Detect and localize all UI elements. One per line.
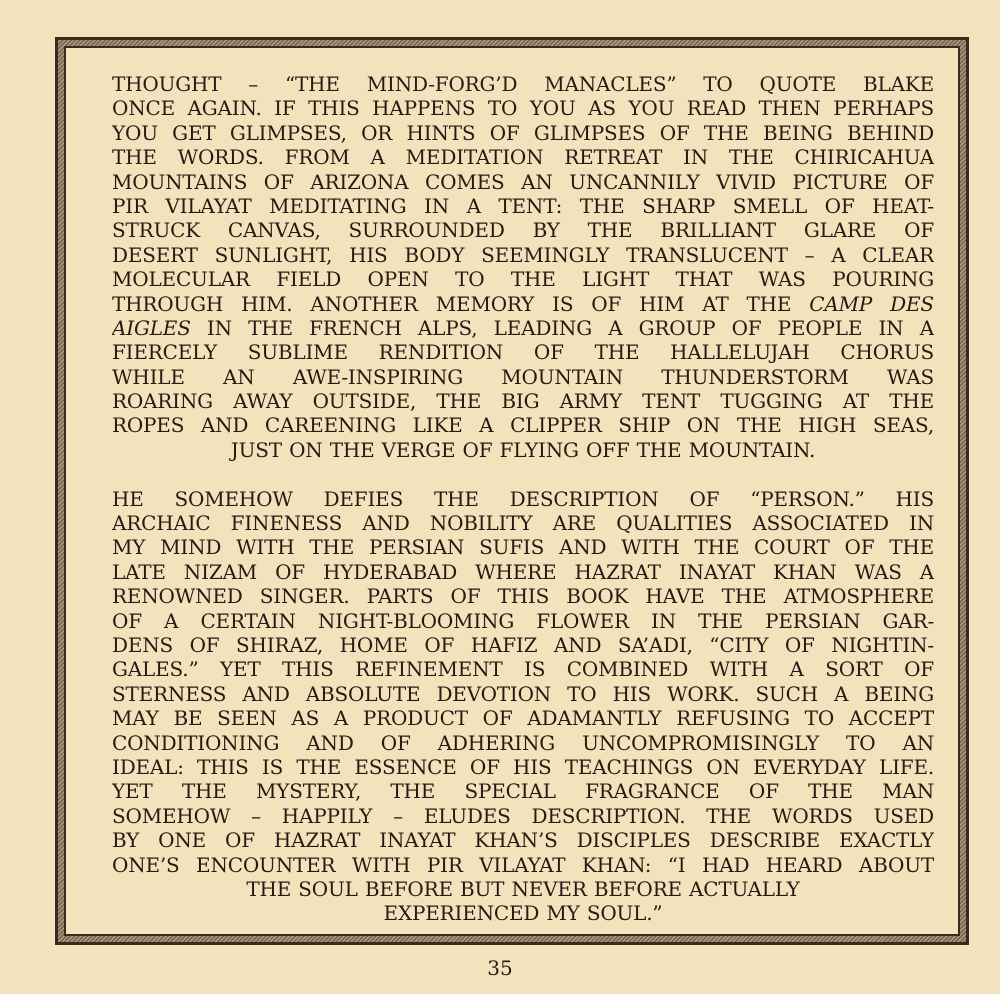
text-line: ARCHAIC FINENESS AND NOBILITY ARE QUALITIES ASSOCIATED IN [112, 511, 934, 536]
text-line: DESERT SUNLIGHT, HIS BODY SEEMINGLY TRANSLUCENT – A CLEAR [112, 242, 934, 267]
text-line: YOU GET GLIMPSES, OR HINTS OF GLIMPSES OF THE BEING BEHIND [112, 120, 934, 145]
text-line: YET THE MYSTERY, THE SPECIAL FRAGRANCE OF THE MAN [112, 779, 934, 804]
paragraph-spacer [112, 462, 934, 486]
text-line: ROPES AND CAREENING LIKE A CLIPPER SHIP ON THE HIGH SEAS, [112, 413, 934, 438]
text-line: MOLECULAR FIELD OPEN TO THE LIGHT THAT WAS POURING [112, 267, 934, 292]
page-number: 35 [487, 956, 513, 980]
text-line: THE WORDS. FROM A MEDITATION RETREAT IN THE CHIRICAHUA [112, 145, 934, 170]
text-line: ONCE AGAIN. IF THIS HAPPENS TO YOU AS YOU READ THEN PERHAPS [112, 96, 934, 121]
text-line: MAY BE SEEN AS A PRODUCT OF ADAMANTLY REFUSING TO ACCEPT [112, 706, 934, 731]
text-line-with-italic: THROUGH HIM. ANOTHER MEMORY IS OF HIM AT THE CAMP DES [112, 291, 934, 316]
text-line: OF A CERTAIN NIGHT-BLOOMING FLOWER IN THE PERSIAN GAR- [112, 608, 934, 633]
text-line: IDEAL: THIS IS THE ESSENCE OF HIS TEACHINGS ON EVERYDAY LIFE. [112, 754, 934, 779]
text-line: WHILE AN AWE-INSPIRING MOUNTAIN THUNDERSTORM WAS [112, 364, 934, 389]
text-line: STERNESS AND ABSOLUTE DEVOTION TO HIS WORK. SUCH A BEING [112, 681, 934, 706]
italic-word: DES [890, 291, 934, 316]
text-line: RENOWNED SINGER. PARTS OF THIS BOOK HAVE THE ATMOSPHERE [112, 584, 934, 609]
text-panel [64, 46, 960, 936]
paragraph-1 [112, 72, 934, 462]
text-line: LATE NIZAM OF HYDERABAD WHERE HAZRAT INAYAT KHAN WAS A [112, 559, 934, 584]
text-line: ONE’S ENCOUNTER WITH PIR VILAYAT KHAN: “I HAD HEARD ABOUT [112, 852, 934, 877]
text-line: PIR VILAYAT MEDITATING IN A TENT: THE SHARP SMELL OF HEAT- [112, 193, 934, 218]
text-line: FIERCELY SUBLIME RENDITION OF THE HALLELUJAH CHORUS [112, 340, 934, 365]
text-line: THOUGHT – “THE MIND-FORG’D MANACLES” TO QUOTE BLAKE [112, 72, 934, 96]
text-line: JUST ON THE VERGE OF FLYING OFF THE MOUNTAIN. [230, 437, 816, 462]
italic-word: CAMP [809, 291, 873, 316]
text-line: DENS OF SHIRAZ, HOME OF HAFIZ AND SA’ADI, “CITY OF NIGHTIN- [112, 632, 934, 657]
text-line: MOUNTAINS OF ARIZONA COMES AN UNCANNILY VIVID PICTURE OF [112, 169, 934, 194]
body-text [112, 72, 934, 926]
paragraph-2 [112, 487, 934, 926]
text-line: ROARING AWAY OUTSIDE, THE BIG ARMY TENT TUGGING AT THE [112, 389, 934, 414]
text-line: BY ONE OF HAZRAT INAYAT KHAN’S DISCIPLES DESCRIBE EXACTLY [112, 828, 934, 853]
decorative-border [55, 37, 969, 945]
text-line: MY MIND WITH THE PERSIAN SUFIS AND WITH THE COURT OF THE [112, 535, 934, 560]
text-line: GALES.” YET THIS REFINEMENT IS COMBINED WITH A SORT OF [112, 657, 934, 682]
text-line: THE SOUL BEFORE BUT NEVER BEFORE ACTUALLY [246, 876, 800, 901]
text-line: SOMEHOW – HAPPILY – ELUDES DESCRIPTION. THE WORDS USED [112, 803, 934, 828]
text-line: STRUCK CANVAS, SURROUNDED BY THE BRILLIANT GLARE OF [112, 218, 934, 243]
text-line: HE SOMEHOW DEFIES THE DESCRIPTION OF “PERSON.” HIS [112, 486, 934, 511]
text-line: CONDITIONING AND OF ADHERING UNCOMPROMISINGLY TO AN [112, 730, 934, 755]
italic-word: AIGLES [112, 315, 191, 340]
text-line: EXPERIENCED MY SOUL.” [383, 901, 663, 926]
text-line-with-italic: AIGLES IN THE FRENCH ALPS, LEADING A GROUP OF PEOPLE IN A [112, 315, 934, 340]
